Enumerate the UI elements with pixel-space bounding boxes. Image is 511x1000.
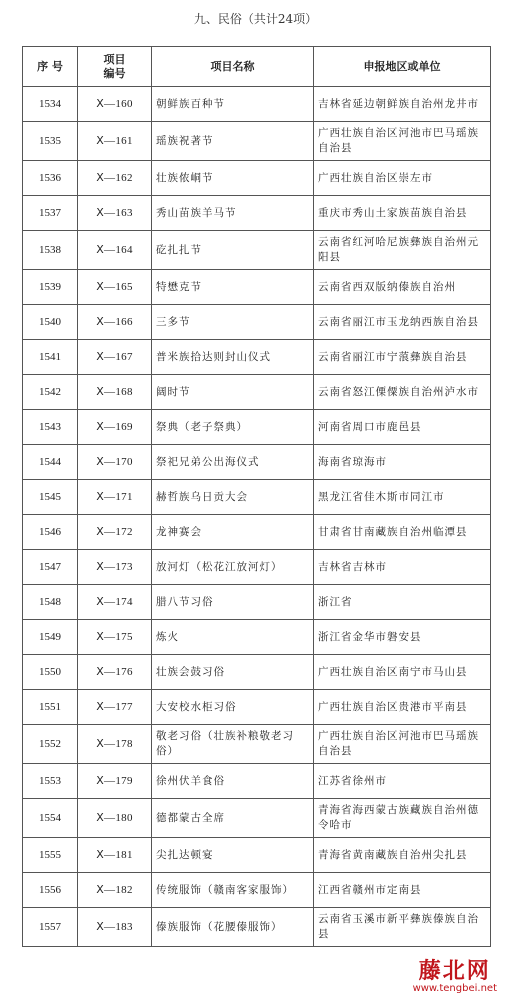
row-name: 德都蒙古全席: [152, 799, 314, 838]
header-seq: 序 号: [23, 47, 78, 87]
row-name: 祭祀兄弟公出海仪式: [152, 445, 314, 480]
row-seq: 1550: [23, 655, 78, 690]
row-region: 浙江省金华市磐安县: [314, 620, 491, 655]
row-name: 壮族侬峒节: [152, 161, 314, 196]
row-name: 矻扎扎节: [152, 231, 314, 270]
row-region: 广西壮族自治区崇左市: [314, 161, 491, 196]
row-seq: 1552: [23, 725, 78, 764]
table-row: [23, 270, 491, 305]
row-name: 朝鲜族百种节: [152, 87, 314, 122]
row-seq: 1545: [23, 480, 78, 515]
table-row: [23, 690, 491, 725]
row-code: Ⅹ—175: [78, 620, 152, 655]
row-seq: 1543: [23, 410, 78, 445]
row-code: Ⅹ—171: [78, 480, 152, 515]
row-seq: 1553: [23, 764, 78, 799]
row-seq: 1539: [23, 270, 78, 305]
row-code: Ⅹ—172: [78, 515, 152, 550]
table-row: [23, 764, 491, 799]
row-code: Ⅹ—178: [78, 725, 152, 764]
row-name: 特懋克节: [152, 270, 314, 305]
row-region: 广西壮族自治区贵港市平南县: [314, 690, 491, 725]
row-code: Ⅹ—167: [78, 340, 152, 375]
row-name: 阔时节: [152, 375, 314, 410]
row-code: Ⅹ—160: [78, 87, 152, 122]
row-region: 云南省丽江市玉龙纳西族自治县: [314, 305, 491, 340]
table-row: [23, 585, 491, 620]
row-region: 海南省琼海市: [314, 445, 491, 480]
row-region: 云南省玉溪市新平彝族傣族自治县: [314, 908, 491, 947]
table-row: [23, 305, 491, 340]
table-row: [23, 620, 491, 655]
header-region: 申报地区或单位: [314, 47, 491, 87]
row-name: 秀山苗族羊马节: [152, 196, 314, 231]
site-watermark: [413, 959, 497, 994]
row-seq: 1537: [23, 196, 78, 231]
row-seq: 1540: [23, 305, 78, 340]
row-name: 腊八节习俗: [152, 585, 314, 620]
table-row: [23, 87, 491, 122]
row-seq: 1544: [23, 445, 78, 480]
row-code: Ⅹ—180: [78, 799, 152, 838]
row-name: 赫哲族乌日贡大会: [152, 480, 314, 515]
row-name: 炼火: [152, 620, 314, 655]
table-row: [23, 908, 491, 947]
row-region: 青海省海西蒙古族藏族自治州德令哈市: [314, 799, 491, 838]
table-row: [23, 410, 491, 445]
row-region: 浙江省: [314, 585, 491, 620]
row-name: 放河灯（松花江放河灯）: [152, 550, 314, 585]
table-row: [23, 340, 491, 375]
row-seq: 1555: [23, 838, 78, 873]
row-code: Ⅹ—166: [78, 305, 152, 340]
row-seq: 1556: [23, 873, 78, 908]
row-code: Ⅹ—181: [78, 838, 152, 873]
row-name: 普米族拾达则封山仪式: [152, 340, 314, 375]
header-code: 项目 编号: [78, 47, 152, 87]
row-code: Ⅹ—174: [78, 585, 152, 620]
row-name: 祭典（老子祭典）: [152, 410, 314, 445]
row-region: 河南省周口市鹿邑县: [314, 410, 491, 445]
table-row: [23, 122, 491, 161]
table-row: [23, 231, 491, 270]
table-row: [23, 375, 491, 410]
table-row: [23, 725, 491, 764]
row-region: 青海省黄南藏族自治州尖扎县: [314, 838, 491, 873]
row-name: 尖扎达顿宴: [152, 838, 314, 873]
row-name: 传统服饰（赣南客家服饰）: [152, 873, 314, 908]
row-code: Ⅹ—177: [78, 690, 152, 725]
row-seq: 1538: [23, 231, 78, 270]
header-name: 项目名称: [152, 47, 314, 87]
table-header-row: [23, 47, 491, 87]
row-name: 敬老习俗（壮族补粮敬老习俗）: [152, 725, 314, 764]
table-row: [23, 550, 491, 585]
table-row: [23, 515, 491, 550]
row-seq: 1542: [23, 375, 78, 410]
table-row: [23, 799, 491, 838]
row-seq: 1557: [23, 908, 78, 947]
row-code: Ⅹ—176: [78, 655, 152, 690]
table-row: [23, 480, 491, 515]
row-name: 大安校水柜习俗: [152, 690, 314, 725]
row-name: 三多节: [152, 305, 314, 340]
row-name: 傣族服饰（花腰傣服饰）: [152, 908, 314, 947]
table-row: [23, 873, 491, 908]
row-region: 黑龙江省佳木斯市同江市: [314, 480, 491, 515]
row-code: Ⅹ—162: [78, 161, 152, 196]
row-name: 壮族会鼓习俗: [152, 655, 314, 690]
row-seq: 1541: [23, 340, 78, 375]
row-region: 吉林省吉林市: [314, 550, 491, 585]
row-seq: 1548: [23, 585, 78, 620]
row-region: 云南省红河哈尼族彝族自治州元阳县: [314, 231, 491, 270]
row-seq: 1546: [23, 515, 78, 550]
row-code: Ⅹ—161: [78, 122, 152, 161]
row-code: Ⅹ—164: [78, 231, 152, 270]
row-region: 甘肃省甘南藏族自治州临潭县: [314, 515, 491, 550]
row-region: 云南省丽江市宁蒗彝族自治县: [314, 340, 491, 375]
table-row: [23, 655, 491, 690]
table-row: [23, 196, 491, 231]
row-seq: 1535: [23, 122, 78, 161]
row-name: 龙神赛会: [152, 515, 314, 550]
watermark-logo: 藤北网: [418, 958, 491, 984]
row-name: 瑶族祝著节: [152, 122, 314, 161]
row-code: Ⅹ—179: [78, 764, 152, 799]
row-seq: 1547: [23, 550, 78, 585]
row-name: 徐州伏羊食俗: [152, 764, 314, 799]
row-code: Ⅹ—183: [78, 908, 152, 947]
row-code: Ⅹ—173: [78, 550, 152, 585]
row-region: 江苏省徐州市: [314, 764, 491, 799]
row-seq: 1551: [23, 690, 78, 725]
row-region: 广西壮族自治区河池市巴马瑶族自治县: [314, 725, 491, 764]
row-seq: 1554: [23, 799, 78, 838]
table-row: [23, 445, 491, 480]
row-code: Ⅹ—165: [78, 270, 152, 305]
row-region: 广西壮族自治区河池市巴马瑶族自治县: [314, 122, 491, 161]
row-code: Ⅹ—169: [78, 410, 152, 445]
row-region: 云南省怒江傈僳族自治州泸水市: [314, 375, 491, 410]
table-row: [23, 161, 491, 196]
row-region: 重庆市秀山土家族苗族自治县: [314, 196, 491, 231]
row-code: Ⅹ—182: [78, 873, 152, 908]
row-region: 江西省赣州市定南县: [314, 873, 491, 908]
row-seq: 1536: [23, 161, 78, 196]
table-row: [23, 838, 491, 873]
row-code: Ⅹ—163: [78, 196, 152, 231]
row-region: 云南省西双版纳傣族自治州: [314, 270, 491, 305]
row-code: Ⅹ—170: [78, 445, 152, 480]
heritage-table: [22, 46, 491, 947]
watermark-url: www.tengbei.net: [412, 983, 497, 994]
row-code: Ⅹ—168: [78, 375, 152, 410]
row-region: 吉林省延边朝鲜族自治州龙井市: [314, 87, 491, 122]
section-title: 九、民俗（共计24项）: [193, 12, 318, 26]
row-seq: 1549: [23, 620, 78, 655]
row-region: 广西壮族自治区南宁市马山县: [314, 655, 491, 690]
row-seq: 1534: [23, 87, 78, 122]
